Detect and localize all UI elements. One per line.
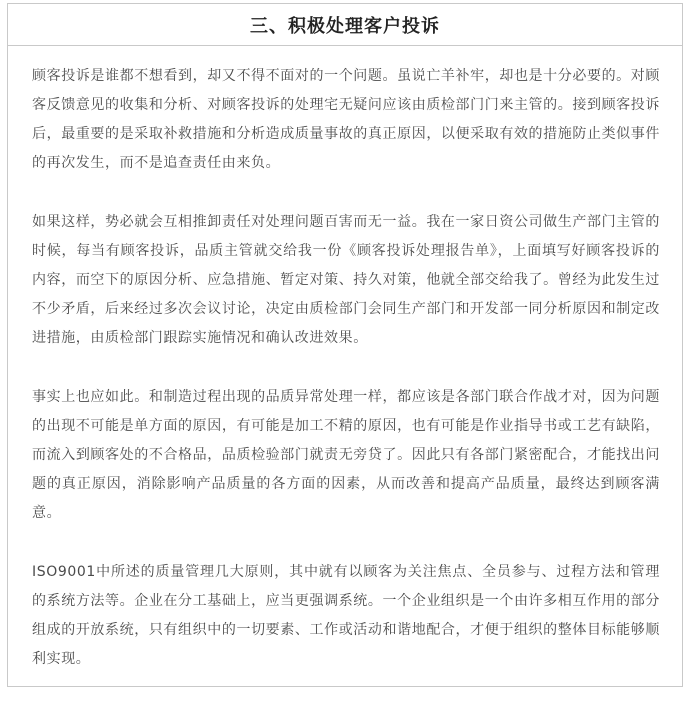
article-frame: [7, 3, 683, 687]
section-title: 三、积极处理客户投诉: [250, 15, 440, 37]
title-bar: [8, 4, 682, 46]
paragraph-3: 事实上也应如此。和制造过程出现的品质异常处理一样，都应该是各部门联合作战才对，因为问题的出现不可能是单方面的原因，有可能是加工不精的原因，也有可能是作业指导书或工艺有缺陷，而流入到顾客处的不合格品，品质检验部门就责无旁贷了。因此只有各部门紧密配合，才能找出问题的真正原因，消除影响产品质量的各方面的因素，从而改善和提高产品质量，最终达到顾客满意。: [32, 389, 660, 521]
article-body: [32, 62, 660, 704]
paragraph-2: 如果这样，势必就会互相推卸责任对处理问题百害而无一益。我在一家日资公司做生产部门主管的时候，每当有顾客投诉，品质主管就交给我一份《顾客投诉处理报告单》，上面填写好顾客投诉的内容，而空下的原因分析、应急措施、暂定对策、持久对策，他就全部交给我了。曾经为此发生过不少矛盾，后来经过多次会议讨论，决定由质检部门会同生产部门和开发部一同分析原因和制定改进措施，由质检部门跟踪实施情况和确认改进效果。: [32, 214, 660, 346]
paragraph-4: ISO9001中所述的质量管理几大原则，其中就有以顾客为关注焦点、全员参与、过程方法和管理的系统方法等。企业在分工基础上，应当更强调系统。一个企业组织是一个由许多相互作用的部分组成的开放系统，只有组织中的一切要素、工作或活动和谐地配合，才便于组织的整体目标能够顺利实现。: [32, 564, 660, 667]
paragraph-1: 顾客投诉是谁都不想看到，却又不得不面对的一个问题。虽说亡羊补牢，却也是十分必要的。对顾客反馈意见的收集和分析、对顾客投诉的处理宅无疑问应该由质检部门门来主管的。接到顾客投诉后，最重要的是采取补救措施和分析造成质量事故的真正原因，以便采取有效的措施防止类似事件的再次发生，而不是追查责任由来负。: [32, 68, 660, 171]
